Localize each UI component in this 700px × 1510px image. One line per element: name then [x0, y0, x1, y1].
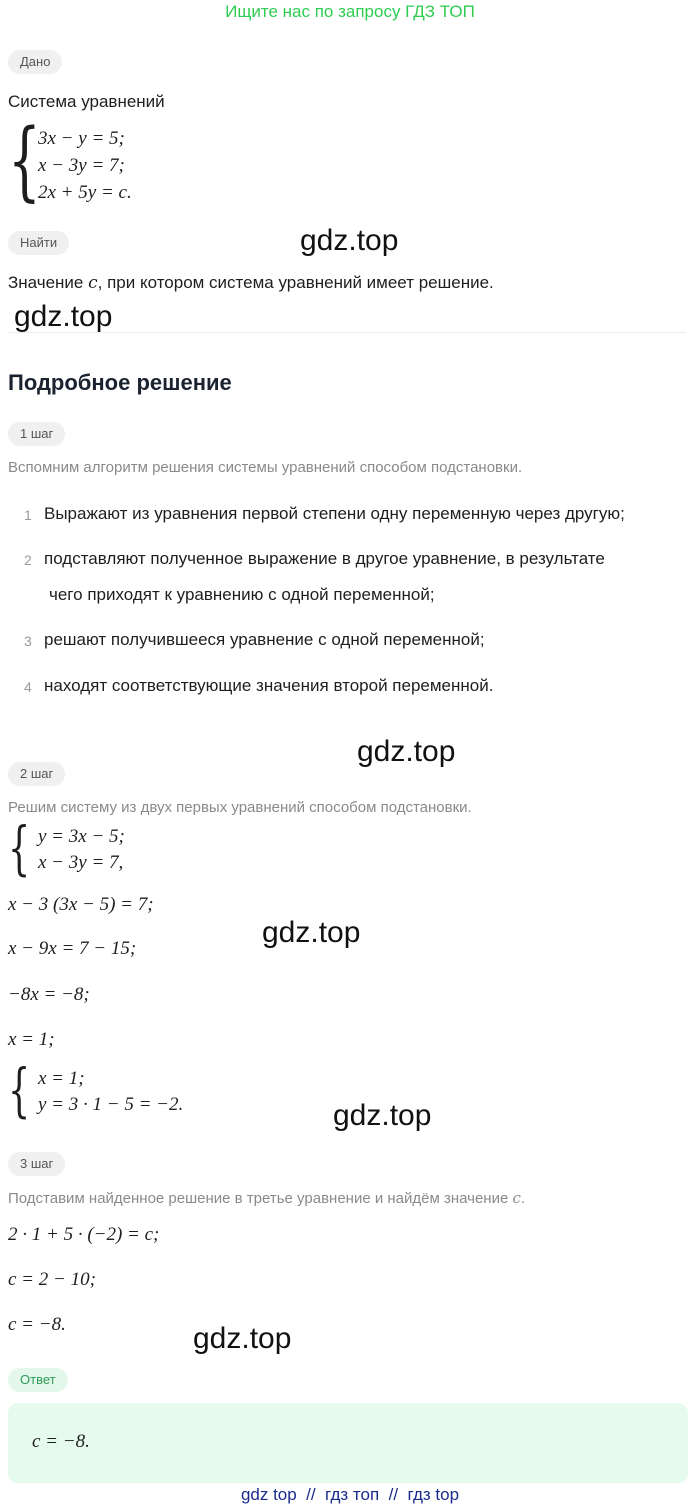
footer-links: gdz top // гдз топ // гдз top: [240, 1485, 460, 1504]
brace-symbol: {: [8, 111, 41, 211]
step3-label: 3 шаг: [8, 1152, 65, 1176]
equation-line: x = 1;: [8, 1029, 55, 1050]
step3-intro-before: Подставим найденное решение в третье уравнение и найдём значение: [8, 1190, 513, 1207]
step2-intro: Решим систему из двух первых уравнений способом подстановки.: [8, 799, 472, 816]
list-item: подставляют полученное выражение в другое уравнение, в результате: [44, 549, 605, 568]
watermark: gdz.top: [14, 300, 113, 333]
brace-symbol: {: [8, 814, 31, 882]
equation-line: −8x = −8;: [8, 984, 90, 1005]
given-title: Система уравнений: [8, 92, 165, 111]
system-line: 2x + 5y = c.: [38, 182, 132, 203]
list-item: Выражают из уравнения первой степени одну переменную через другую;: [44, 504, 625, 523]
step2-system2: [8, 1056, 328, 1125]
top-banner: Ищите нас по запросу ГДЗ ТОП: [225, 2, 475, 21]
step1-label: 1 шаг: [8, 422, 65, 446]
equation-line: 2 · 1 + 5 · (−2) = c;: [8, 1224, 160, 1245]
watermark: gdz.top: [300, 224, 399, 257]
system-line: y = 3 · 1 − 5 = −2.: [38, 1094, 184, 1115]
given-system: [8, 111, 308, 214]
watermark: gdz.top: [357, 735, 456, 768]
step2-system1: [8, 814, 308, 883]
step1-intro: Вспомним алгоритм решения системы уравнений способом подстановки.: [8, 459, 523, 476]
system-line: x = 1;: [38, 1068, 85, 1089]
brace-symbol: {: [8, 1056, 31, 1124]
equation-line: c = −8.: [8, 1314, 66, 1335]
given-label: Дано: [8, 50, 62, 74]
watermark: gdz.top: [262, 916, 361, 949]
step3-intro-var: c: [512, 1189, 521, 1207]
system-line: x − 3y = 7,: [38, 852, 124, 873]
list-item: решают получившееся уравнение с одной переменной;: [44, 630, 485, 649]
list-item-number: 1: [24, 507, 32, 523]
system-line: y = 3x − 5;: [38, 826, 125, 847]
list-item-continuation: чего приходят к уравнению с одной переменной;: [49, 585, 435, 604]
find-text-after: , при котором система уравнений имеет решение.: [97, 273, 494, 292]
solution-heading: Подробное решение: [8, 370, 232, 395]
step3-intro-after: .: [520, 1190, 526, 1207]
system-line: x − 3y = 7;: [38, 155, 125, 176]
find-label: Найти: [8, 231, 69, 255]
watermark: gdz.top: [333, 1099, 432, 1132]
answer-box: [8, 1403, 688, 1483]
answer-value: c = −8.: [32, 1431, 90, 1452]
answer-label: Ответ: [8, 1368, 68, 1392]
watermark: gdz.top: [193, 1322, 292, 1355]
system-line: 3x − y = 5;: [38, 128, 125, 149]
step2-label: 2 шаг: [8, 762, 65, 786]
step3-intro: [8, 1189, 525, 1207]
list-item-number: 2: [24, 552, 32, 568]
equation-line: c = 2 − 10;: [8, 1269, 96, 1290]
find-var: c: [88, 273, 98, 293]
find-text: [8, 273, 494, 293]
find-text-before: Значение: [8, 273, 89, 292]
list-item-number: 3: [24, 633, 32, 649]
equation-line: x − 3 (3x − 5) = 7;: [8, 894, 154, 915]
equation-line: x − 9x = 7 − 15;: [8, 938, 137, 959]
list-item: находят соответствующие значения второй переменной.: [44, 676, 494, 695]
list-item-number: 4: [24, 679, 32, 695]
